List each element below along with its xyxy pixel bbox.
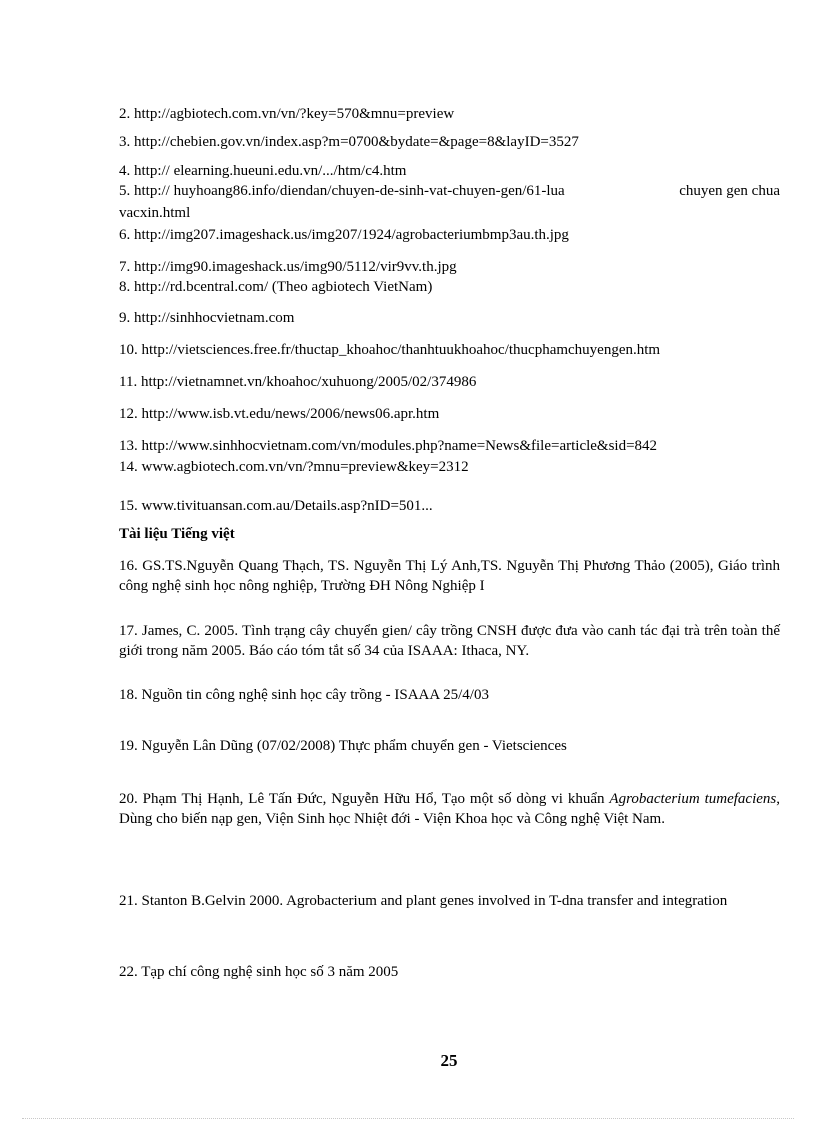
reference-3: 3. http://chebien.gov.vn/index.asp?m=0700&bydate=&page=8&layID=3527	[119, 134, 579, 150]
reference-7: 7. http://img90.imageshack.us/img90/5112/vir9vv.th.jpg	[119, 259, 457, 275]
reference-21: 21. Stanton B.Gelvin 2000. Agrobacterium and plant genes involved in T-dna transfer and integration	[119, 893, 728, 909]
reference-14: 14. www.agbiotech.com.vn/vn/?mnu=preview&key=2312	[119, 459, 469, 475]
reference-12: 12. http://www.isb.vt.edu/news/2006/news06.apr.htm	[119, 406, 440, 422]
reference-5-part-b: chuyen gen chua	[679, 183, 780, 199]
reference-20-species: Agrobacterium tumefaciens	[609, 791, 777, 807]
section-heading-vietnamese-references: Tài liệu Tiếng việt	[119, 526, 235, 542]
reference-18: 18. Nguồn tin công nghệ sinh học cây trồng - ISAAA 25/4/03	[119, 687, 489, 703]
reference-15: 15. www.tivituansan.com.au/Details.asp?nID=501...	[119, 498, 433, 514]
reference-20-text-b: , Dùng cho biến nạp gen, Viện Sinh học Nhiệt đới - Viện Khoa học và Công nghệ Việt Nam.	[119, 791, 780, 827]
reference-16: 16. GS.TS.Nguyễn Quang Thạch, TS. Nguyễn Thị Lý Anh,TS. Nguyễn Thị Phương Thảo (2005), Giáo trình công nghệ sinh học nông nghiệp, Trường ĐH Nông Nghiệp I	[119, 558, 780, 594]
page-number: 25	[440, 1051, 458, 1070]
reference-8: 8. http://rd.bcentral.com/ (Theo agbiotech VietNam)	[119, 279, 433, 295]
reference-6: 6. http://img207.imageshack.us/img207/1924/agrobacteriumbmp3au.th.jpg	[119, 227, 569, 243]
reference-2: 2. http://agbiotech.com.vn/vn/?key=570&mnu=preview	[119, 106, 455, 122]
reference-22: 22. Tạp chí công nghệ sinh học số 3 năm 2005	[119, 964, 399, 980]
reference-4: 4. http:// elearning.hueuni.edu.vn/.../htm/c4.htm	[119, 163, 407, 179]
reference-5-line-2: vacxin.html	[119, 205, 191, 221]
reference-13: 13. http://www.sinhhocvietnam.com/vn/modules.php?name=News&file=article&sid=842	[119, 438, 658, 454]
reference-17: 17. James, C. 2005. Tình trạng cây chuyển gien/ cây trồng CNSH được đưa vào canh tác đại trà trên toàn thế giới trong năm 2005. Báo cáo tóm tắt số 34 của ISAAA: Ithaca, NY.	[119, 623, 780, 659]
reference-11: 11. http://vietnamnet.vn/khoahoc/xuhuong/2005/02/374986	[119, 374, 477, 390]
reference-20-text-a: 20. Phạm Thị Hạnh, Lê Tấn Đức, Nguyễn Hữu Hổ, Tạo một số dòng vi khuẩn	[119, 791, 610, 807]
reference-10: 10. http://vietsciences.free.fr/thuctap_khoahoc/thanhtuukhoahoc/thucphamchuyengen.htm	[119, 342, 661, 358]
page-bottom-divider	[22, 1118, 794, 1119]
reference-19: 19. Nguyễn Lân Dũng (07/02/2008) Thực phẩm chuyển gen - Vietsciences	[119, 738, 567, 754]
reference-20	[119, 789, 780, 829]
reference-5-line-1	[119, 181, 780, 201]
reference-5-part-a: 5. http:// huyhoang86.info/diendan/chuyen-de-sinh-vat-chuyen-gen/61-lua	[119, 183, 565, 199]
reference-9: 9. http://sinhhocvietnam.com	[119, 310, 295, 326]
